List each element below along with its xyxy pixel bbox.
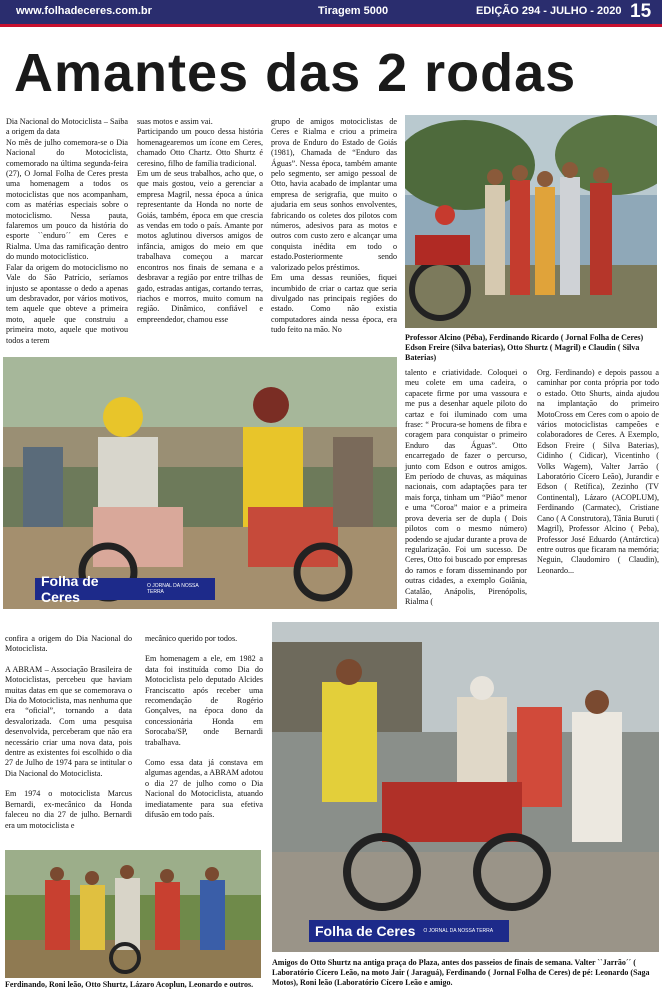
photo-riders-field [5, 850, 261, 978]
photo-caption: Professor Alcino (Péba), Ferdinando Ricardo ( Jornal Folha de Ceres) Edson Freire (Silva baterias), Otto Shurtz ( Magril) e Claudin ( Silva Baterias) [405, 333, 644, 362]
edition: EDIÇÃO 294 - JULHO - 2020 [476, 5, 622, 17]
paragraph: Em um de seus trabalhos, acho que, o que mais gostou, veio a gerenciar a empresa Magril, nessa época a única representante da Honda no norte de Goiás, também, época em que crescia as vendas em todo o país. Amante por motos aglutinou diversos amigos de infância, amigos do meio em que trabalhava começou a marcar encontros nos finais de semana e a desbravar a região por entre trilhas de gado, estradas antigas, cortando terras, riachos e morros, muito comum na região. Dinâmico, confiável e empreendedor, chamou esse [137, 169, 263, 324]
article-column-6 [5, 634, 132, 831]
paragraph: Como essa data já constava em algumas agendas, a ABRAM adotou o dia 27 de julho como o Dia Nacional do Motociclista, atuando imediatamente para sua efetiva difusão em todo país. [145, 758, 264, 820]
newspaper-logo [309, 920, 509, 942]
paragraph: suas motos e assim vai. [137, 117, 213, 126]
article-column-7 [145, 634, 263, 821]
article-column-3 [271, 117, 397, 336]
brand-slogan: O JORNAL DA NOSSA TERRA [423, 928, 494, 934]
paragraph: Em 1974 o motociclista Marcus Bernardi, ex-mecânico da Honda faleceu no dia 27 de julho. Bernardi era um motociclista e [5, 789, 132, 830]
photo-caption: Ferdinando, Roni leão, Otto Shurtz, Lázaro Acoplun, Leonardo e outros. [5, 980, 254, 989]
article-column-2 [137, 117, 263, 325]
photo-caption: Amigos do Otto Shurtz na antiga praça do Plaza, antes dos passeios de finais de semana. Valter ``Jarrão´´ ( Laboratório Cícero Leão, na moto Jair ( Jaraguá), Ferdinando ( Jornal Folha de Ceres) de pé: Leonardo (Saga Motos), Roni leão (Laboratório Cícero Leão e amigo. [272, 958, 650, 987]
paragraph: Em uma dessas reuniões, fiquei incumbido de criar o cartaz que seria divulgado nas principais regiões do estado. Como não existia computadores ainda nessa época, era tudo feito na mão. No [271, 273, 397, 335]
page-number: 15 [630, 1, 652, 22]
article-column-1 [6, 117, 128, 346]
newspaper-logo [35, 573, 215, 605]
top-bar [0, 0, 662, 24]
paragraph: confira a origem do Dia Nacional do Motociclista. [5, 634, 132, 654]
print-run: Tiragem 5000 [318, 5, 389, 17]
paragraph: Participando um pouco dessa história homenagearemos um ícone em Ceres, chamado Otto Chartz. Otto Shurtz é ceresino, filho de família tradicional. [137, 127, 263, 168]
article-column-4 [405, 368, 527, 607]
paragraph: Em homenagem a ele, em 1982 a data foi instituída como Dia do Motociclista pelo deputado Alcides Franciscatto após receber uma recomendação de Rogério Gonçalves, na época dono da concessionária Honda em Sorocaba/SP, onde Bernardi trabalhava. [145, 654, 263, 747]
article-column-5 [537, 368, 659, 576]
photo-enduro-race [3, 357, 397, 609]
brand-name: Folha de Ceres [315, 923, 416, 939]
paragraph: A ABRAM – Associação Brasileira de Motociclistas, percebeu que haviam muitas datas em que se comemorava o Dia do Motociclista, mas nenhuma que era “oficial”, tornando a data desvalorizada. Com uma pesquisa desenvolvida, perceberam que não era necessário criar uma nova data, pois dentre as existentes foi escolhido o dia 27 de Julho de 1974 para se intitular o Dia Nacional do Motociclista. [5, 664, 132, 778]
photo-riders-group [405, 115, 657, 328]
site-url[interactable]: www.folhadeceres.com.br [16, 5, 152, 17]
paragraph: No mês de julho comemora-se o Dia Nacional do Motociclista, comemorado na última segunda-feira (27), O Jornal Folha de Ceres presta uma homenagem a todos os motociclistas que nos acompanham, com as matérias especiais sobre o motociclismo. Nessa pauta, falaremos um pouco da história do esporte ``enduro´´ em Ceres e Rialma. Uma das ramificação dentro do mundo motociclístico. [6, 137, 128, 262]
paragraph: Org. Ferdinando) e depois passou a caminhar por conta própria por todo o estado. Otto Shurts, ainda ajudou na implantação do primeiro MotoCross em Ceres com o apoio de vários motociclistas campeões e colaboradores de Ceres. A Exemplo, Edson Freire ( Silva Baterias), Cidinho ( Cidicar), Vicentinho ( Volks Wagem), Valter Jarrão ( Laboratório Cícero Leão), Jurandir e Edson ( Retífica), Zezinho (TV Continental), Lázaro (ACOPLUM), Ferdinando (Carmatec), Cristiane Cano ( A Construtora), Tânia Buruti ( Magril), Professor Alcino ( Peba), Professor José Eduardo (Antárctica) entre outros que ficaram na memória; Neguin, Claudomiro ( Claudin), Leonardo... [537, 368, 659, 575]
paragraph: Falar da origem do motociclismo no Vale do São Patrício, seríamos injusto se apontasse o dedo a apenas um desbravador, por vários motivos, tem aquele que obteve a primeira moto, aquele que construiu a primeira moto, aquele que motivou todos a terem [6, 262, 128, 345]
brand-name: Folha de Ceres [41, 573, 99, 605]
paragraph: talento e criatividade. Coloquei o meu colete em uma cadeira, o capacete firme por uma vassoura e me pus a desenhar aquele piloto do cartaz e foi iluminado com uma frase: “ Procura-se homens de fibra e coragem para conquistar o primeiro Enduro das Águas”. Otto encarregado de fazer o percurso, junto com Edson e outros amigos. Em período de chuvas, as máquinas nacionais, com adaptações para ter mais força, tinham um “Pião” menor e uma “Coroa” maior e a primeira prova deveria ser de dupla ( Dois pilotos com o mesmo número) podendo se ajudar durante a prova de regularização. Foi um sucesso. De Ceres, Otto foi buscado por empresas do ramos e foram disseminando por outras cidades, a exemplo Goiânia, Catalão, Anápolis, Pirenópolis, Rialma ( [405, 368, 527, 606]
header-divider [0, 24, 662, 27]
photo-plaza-friends [272, 622, 659, 952]
paragraph: grupo de amigos motociclistas de Ceres e Rialma e criou a primeira prova de Enduro do Estado de Goiás (1981), Chamada de “Enduro das Águas”. Nessa época, também amante pelo segmento, ser amigo pessoal de Otto, havia acabado de implantar uma empresa de serigrafia, que muito o ajudaria em seus sonhos envolventes, fabricando os coletes dos pilotos com números, adesivos para as motos e outros com custo zero e alcançar uma conquista inédita em todo o estado.Posteriormente sendo valorizado pelos préstimos. [271, 117, 397, 272]
headline: Amantes das 2 rodas [14, 43, 577, 103]
paragraph: mecânico querido por todos. [145, 634, 238, 643]
paragraph: Dia Nacional do Motociclista – Saiba a origem da data [6, 117, 128, 137]
brand-slogan: O JORNAL DA NOSSA TERRA [146, 583, 199, 595]
